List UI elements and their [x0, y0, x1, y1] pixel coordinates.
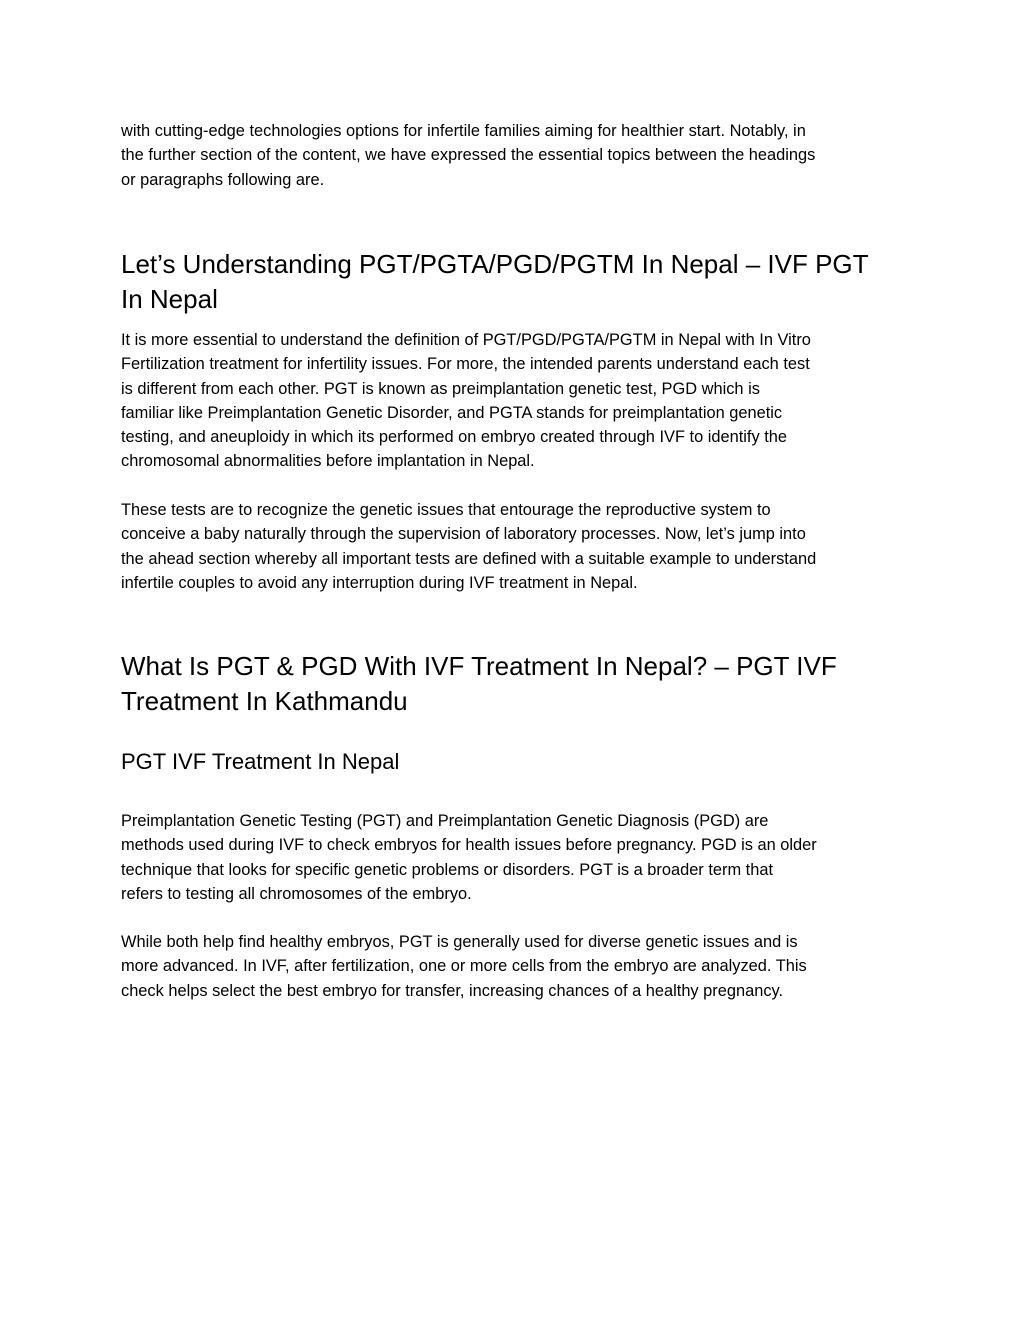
heading-understanding	[121, 247, 869, 317]
heading-line: Let’s Understanding PGT/PGTA/PGD/PGTM In Nepal – IVF PGT	[121, 249, 869, 279]
text-line: check helps select the best embryo for transfer, increasing chances of a healthy pregnancy.	[121, 981, 784, 1000]
text-line: is different from each other. PGT is known as preimplantation genetic test, PGD which is	[121, 379, 760, 398]
text-line: methods used during IVF to check embryos for health issues before pregnancy. PGD is an older	[121, 836, 817, 855]
text-line: chromosomal abnormalities before implantation in Nepal.	[121, 452, 535, 471]
text-line: infertile couples to avoid any interruption during IVF treatment in Nepal.	[121, 573, 638, 592]
text-line: These tests are to recognize the genetic issues that entourage the reproductive system to	[121, 501, 771, 519]
heading-what-is	[121, 649, 837, 719]
text-line: conceive a baby naturally through the supervision of laboratory processes. Now, let’s jump into	[121, 525, 806, 544]
both-help-paragraph	[121, 930, 807, 1003]
subheading-pgt: PGT IVF Treatment In Nepal	[121, 749, 400, 774]
text-line: the further section of the content, we have expressed the essential topics between the headings	[121, 146, 816, 165]
heading-line: In Nepal	[121, 284, 218, 314]
heading-line: Treatment In Kathmandu	[121, 686, 408, 716]
intro-paragraph	[121, 119, 815, 192]
text-line: testing, and aneuploidy in which its performed on embryo created through IVF to identify the	[121, 428, 788, 447]
text-line: more advanced. In IVF, after fertilization, one or more cells from the embryo are analyzed. This	[121, 957, 807, 976]
text-line: or paragraphs following are.	[121, 170, 325, 189]
text-line: Fertilization treatment for infertility issues. For more, the intended parents understand each test	[121, 355, 810, 374]
definition-paragraph	[121, 328, 811, 474]
tests-paragraph	[121, 498, 816, 595]
text-line: While both help find healthy embryos, PGT is generally used for diverse genetic issues and is	[121, 933, 798, 951]
heading-line: What Is PGT & PGD With IVF Treatment In Nepal? – PGT IVF	[121, 651, 837, 681]
text-line: Preimplantation Genetic Testing (PGT) and Preimplantation Genetic Diagnosis (PGD) are	[121, 812, 769, 830]
text-line: familiar like Preimplantation Genetic Disorder, and PGTA stands for preimplantation genetic	[121, 403, 783, 422]
text-line: refers to testing all chromosomes of the embryo.	[121, 884, 472, 903]
pgt-pgd-paragraph	[121, 809, 817, 906]
text-line: with cutting-edge technologies options for infertile families aiming for healthier start. Notably, in	[121, 122, 806, 140]
text-line: It is more essential to understand the definition of PGT/PGD/PGTA/PGTM in Nepal with In Vitro	[121, 331, 811, 349]
text-line: the ahead section whereby all important tests are defined with a suitable example to understand	[121, 549, 817, 568]
text-line: technique that looks for specific genetic problems or disorders. PGT is a broader term that	[121, 860, 773, 879]
